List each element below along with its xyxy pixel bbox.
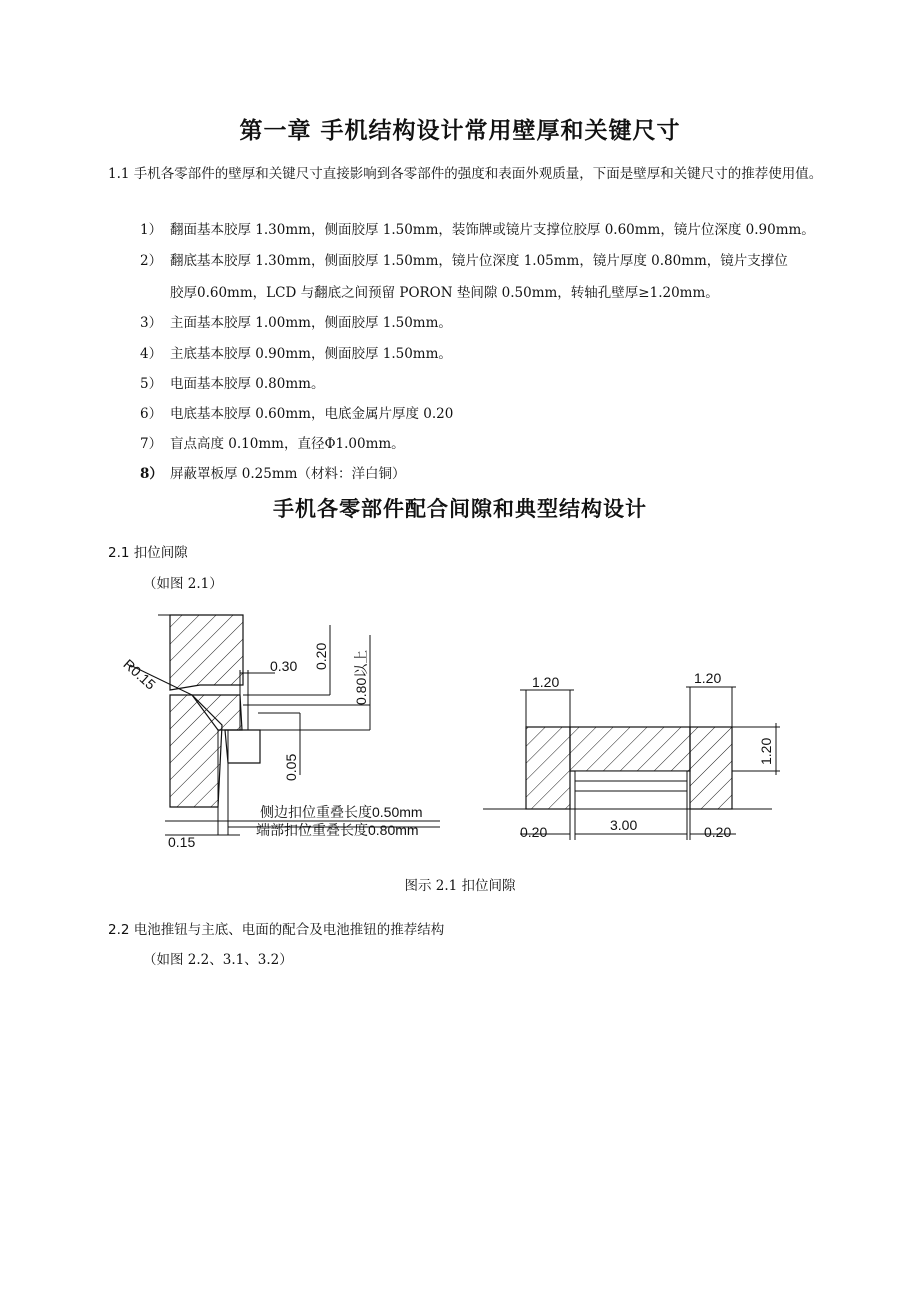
- label-side-overlap: 侧边扣位重叠长度0.50mm: [260, 804, 423, 820]
- section-title: 手机各零部件配合间隙和典型结构设计: [273, 497, 647, 521]
- label-gap-left: 0.20: [520, 824, 548, 840]
- list-item: 1） 翻面基本胶厚 1.30mm，侧面胶厚 1.50mm，装饰牌或镜片支撑位胶厚 0.60mm，镜片位深度 0.90mm。: [140, 222, 815, 238]
- figure-2-1: [100, 595, 790, 860]
- section-2-2-title: 2.2 电池推钮与主底、电面的配合及电池推钮的推荐结构: [108, 922, 445, 938]
- list-item: 6） 电底基本胶厚 0.60mm，电底金属片厚度 0.20: [140, 406, 454, 422]
- list-item: 8） 屏蔽罩板厚 0.25mm（材料：洋白铜）: [140, 466, 406, 482]
- label-width-left: 1.20: [532, 674, 560, 690]
- label-0-15: 0.15: [168, 834, 196, 850]
- list-item: 3） 主面基本胶厚 1.00mm，侧面胶厚 1.50mm。: [140, 315, 452, 331]
- list-item: 5） 电面基本胶厚 0.80mm。: [140, 376, 325, 392]
- label-width-right: 1.20: [694, 670, 722, 686]
- intro-paragraph: 1.1 手机各零部件的壁厚和关键尺寸直接影响到各零部件的强度和表面外观质量，下面是壁厚和关键尺寸的推荐使用值。: [108, 166, 823, 182]
- label-height: 1.20: [758, 737, 774, 765]
- label-gap-right: 0.20: [704, 824, 732, 840]
- label-0-80: 0.80以上: [353, 649, 369, 705]
- list-item: 7） 盲点高度 0.10mm，直径Φ1.00mm。: [140, 436, 405, 452]
- label-span: 3.00: [610, 817, 638, 833]
- label-0-30: 0.30: [270, 658, 298, 674]
- figure-reference-2: （如图 2.2、3.1、3.2）: [143, 952, 293, 968]
- figure-caption: 图示 2.1 扣位间隙: [404, 878, 516, 894]
- label-0-20: 0.20: [313, 642, 329, 670]
- label-end-overlap: 端部扣位重叠长度0.80mm: [256, 822, 419, 838]
- list-item-continuation: 胶厚0.60mm，LCD 与翻底之间预留 PORON 垫间隙 0.50mm，转轴孔壁厚≥1.20mm。: [170, 285, 719, 301]
- chapter-title: 第一章 手机结构设计常用壁厚和关键尺寸: [239, 118, 681, 144]
- figure-reference: （如图 2.1）: [143, 576, 223, 592]
- list-item: 4） 主底基本胶厚 0.90mm，侧面胶厚 1.50mm。: [140, 346, 452, 362]
- section-2-1-title: 2.1 扣位间隙: [108, 545, 188, 561]
- list-item: 2） 翻底基本胶厚 1.30mm，侧面胶厚 1.50mm，镜片位深度 1.05mm，镜片厚度 0.80mm，镜片支撑位: [140, 253, 788, 269]
- label-r015: R0.15: [120, 655, 159, 693]
- left-snap-section: [130, 615, 440, 835]
- label-0-05: 0.05: [283, 753, 299, 781]
